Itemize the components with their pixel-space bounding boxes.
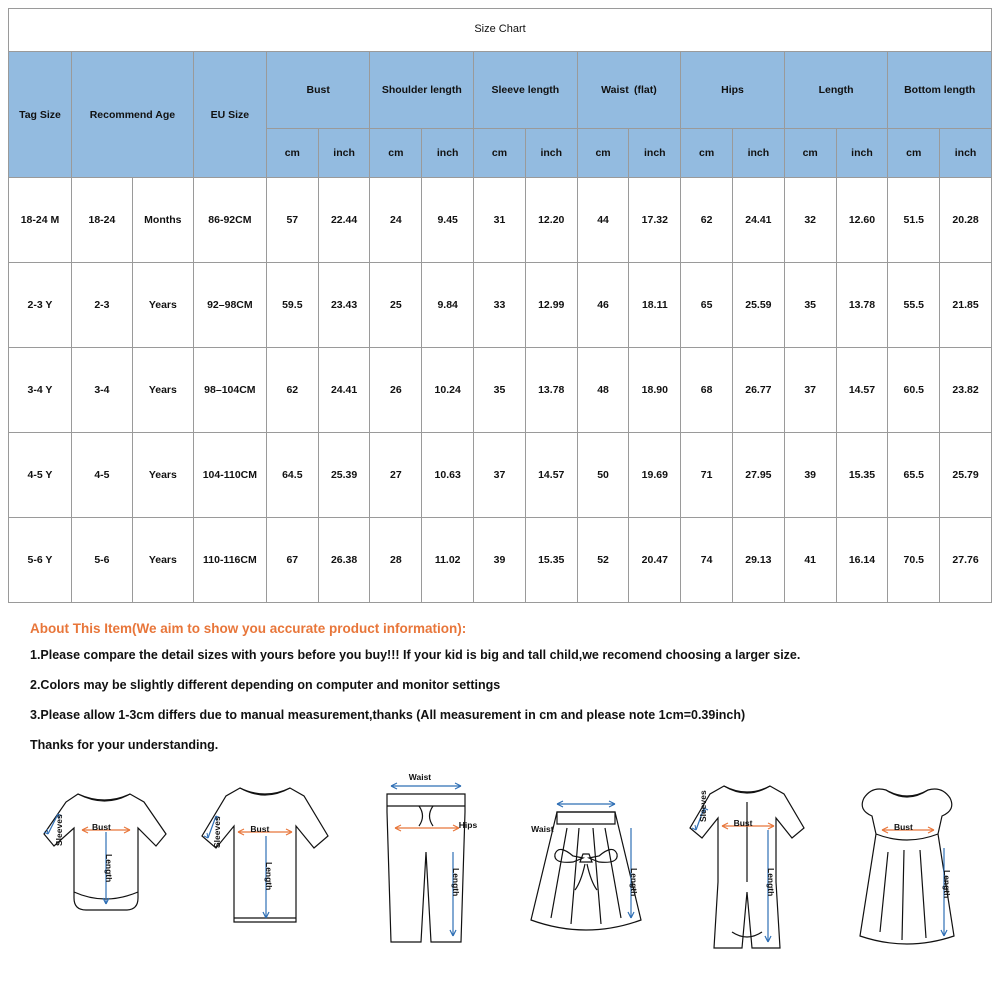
unit-cell: cm <box>474 129 526 178</box>
cell: 27.95 <box>733 433 785 518</box>
cell: 33 <box>474 263 526 348</box>
about-heading: About This Item(We aim to show you accurate product information): <box>30 621 467 636</box>
cell: 18-24 M <box>9 178 72 263</box>
cell: 29.13 <box>733 518 785 603</box>
col-shoulder-length: Shoulder length <box>370 52 474 129</box>
cell: 51.5 <box>888 178 940 263</box>
cell: 10.63 <box>422 433 474 518</box>
about-note-4: Thanks for your understanding. <box>30 738 219 753</box>
cell: 27 <box>370 433 422 518</box>
cell: 13.78 <box>836 263 888 348</box>
cell: 104-110CM <box>193 433 266 518</box>
cell: 65.5 <box>888 433 940 518</box>
unit-cell: inch <box>733 129 785 178</box>
figure-top <box>190 772 340 967</box>
label-waist: Waist <box>408 771 432 782</box>
measurement-diagrams <box>30 767 982 967</box>
cell: 35 <box>784 263 836 348</box>
cell: Years <box>132 518 193 603</box>
pants-icon <box>351 772 501 962</box>
cell: 17.32 <box>629 178 681 263</box>
cell: 110-116CM <box>193 518 266 603</box>
cell: 18.90 <box>629 348 681 433</box>
cell: 4-5 <box>71 433 132 518</box>
label-bust: Bust <box>733 817 753 828</box>
cell: 98–104CM <box>193 348 266 433</box>
cell: 37 <box>784 348 836 433</box>
cell: 74 <box>681 518 733 603</box>
cell: 71 <box>681 433 733 518</box>
cell: 27.76 <box>940 518 992 603</box>
label-bust: Bust <box>250 823 270 834</box>
cell: 23.43 <box>318 263 370 348</box>
cell: 25.79 <box>940 433 992 518</box>
cell: 12.99 <box>525 263 577 348</box>
cell: 28 <box>370 518 422 603</box>
page-title: Size Chart <box>8 8 992 51</box>
cell: 15.35 <box>525 518 577 603</box>
cell: 67 <box>266 518 318 603</box>
label-length: Length <box>104 853 114 882</box>
label-waist: Waist <box>531 823 554 834</box>
figure-skirt <box>511 772 661 967</box>
cell: 15.35 <box>836 433 888 518</box>
cell: 48 <box>577 348 629 433</box>
cell: 86-92CM <box>193 178 266 263</box>
cell: 23.82 <box>940 348 992 433</box>
cell: 64.5 <box>266 433 318 518</box>
about-note-3: 3.Please allow 1-3cm differs due to manual measurement,thanks (All measurement in cm and please note 1cm=0.39inch) <box>30 708 746 723</box>
romper-icon <box>672 772 822 962</box>
cell: 25 <box>370 263 422 348</box>
cell: 12.60 <box>836 178 888 263</box>
cell: 39 <box>784 433 836 518</box>
cell: 25.59 <box>733 263 785 348</box>
cell: 41 <box>784 518 836 603</box>
table-row <box>9 518 992 603</box>
cell: 32 <box>784 178 836 263</box>
cell: 18.11 <box>629 263 681 348</box>
unit-cell: inch <box>422 129 474 178</box>
cell: 65 <box>681 263 733 348</box>
table-header <box>9 52 992 178</box>
cell: 4-5 Y <box>9 433 72 518</box>
cell: 21.85 <box>940 263 992 348</box>
cell: 24 <box>370 178 422 263</box>
cell: 9.84 <box>422 263 474 348</box>
cell: 57 <box>266 178 318 263</box>
cell: 12.20 <box>525 178 577 263</box>
cell: 11.02 <box>422 518 474 603</box>
size-chart-table <box>8 51 992 603</box>
label-sleeves: Sleeves <box>54 813 64 846</box>
table-row <box>9 433 992 518</box>
col-length: Length <box>784 52 888 129</box>
cell: 22.44 <box>318 178 370 263</box>
figure-romper <box>672 772 822 967</box>
cell: 2-3 <box>71 263 132 348</box>
table-body <box>9 178 992 603</box>
unit-cell: cm <box>784 129 836 178</box>
cell: 92–98CM <box>193 263 266 348</box>
cell: 16.14 <box>836 518 888 603</box>
figure-bodysuit <box>30 772 180 967</box>
table-row <box>9 178 992 263</box>
about-note-1: 1.Please compare the detail sizes with yours before you buy!!! If your kid is big and tall child,we recomend choosing a larger size. <box>30 648 801 662</box>
group-header-row <box>9 52 992 129</box>
cell: 18-24 <box>71 178 132 263</box>
cell: 37 <box>474 433 526 518</box>
cell: 5-6 Y <box>9 518 72 603</box>
cell: 26 <box>370 348 422 433</box>
col-hips: Hips <box>681 52 785 129</box>
cell: 20.47 <box>629 518 681 603</box>
col-recommend-age: Recommend Age <box>71 52 193 178</box>
cell: 19.69 <box>629 433 681 518</box>
cell: 59.5 <box>266 263 318 348</box>
cell: 24.41 <box>733 178 785 263</box>
unit-cell: cm <box>577 129 629 178</box>
col-eu-size: EU Size <box>193 52 266 178</box>
col-sleeve-length: Sleeve length <box>474 52 578 129</box>
unit-cell: inch <box>629 129 681 178</box>
figure-dress <box>832 772 982 967</box>
unit-cell: cm <box>266 129 318 178</box>
cell: 44 <box>577 178 629 263</box>
col-tag-size: Tag Size <box>9 52 72 178</box>
cell: Years <box>132 263 193 348</box>
cell: 20.28 <box>940 178 992 263</box>
unit-cell: inch <box>836 129 888 178</box>
label-length: Length <box>264 861 275 890</box>
table-row <box>9 348 992 433</box>
unit-cell: inch <box>318 129 370 178</box>
cell: 55.5 <box>888 263 940 348</box>
cell: 68 <box>681 348 733 433</box>
label-length: Length <box>629 867 640 896</box>
cell: 60.5 <box>888 348 940 433</box>
unit-cell: cm <box>681 129 733 178</box>
col-waist-flat: Waist (flat) <box>577 52 681 129</box>
unit-cell: inch <box>940 129 992 178</box>
dress-icon <box>832 772 982 962</box>
cell: 5-6 <box>71 518 132 603</box>
cell: 2-3 Y <box>9 263 72 348</box>
label-hips: Hips <box>458 819 478 830</box>
cell: 62 <box>681 178 733 263</box>
cell: 26.38 <box>318 518 370 603</box>
cell: 62 <box>266 348 318 433</box>
cell: 35 <box>474 348 526 433</box>
cell: 70.5 <box>888 518 940 603</box>
cell: 3-4 Y <box>9 348 72 433</box>
unit-cell: cm <box>370 129 422 178</box>
cell: 25.39 <box>318 433 370 518</box>
cell: 52 <box>577 518 629 603</box>
cell: 31 <box>474 178 526 263</box>
label-length: Length <box>450 867 461 896</box>
col-bottom-length: Bottom length <box>888 52 992 129</box>
cell: Years <box>132 433 193 518</box>
cell: 50 <box>577 433 629 518</box>
label-bust: Bust <box>92 821 111 832</box>
skirt-icon <box>511 772 661 962</box>
label-sleeves: Sleeves <box>212 815 223 848</box>
cell: 26.77 <box>733 348 785 433</box>
label-length: Length <box>765 867 776 896</box>
cell: Years <box>132 348 193 433</box>
cell: 14.57 <box>836 348 888 433</box>
cell: 46 <box>577 263 629 348</box>
cell: 24.41 <box>318 348 370 433</box>
unit-cell: inch <box>525 129 577 178</box>
label-bust: Bust <box>893 821 913 832</box>
cell: 13.78 <box>525 348 577 433</box>
about-note-2: 2.Colors may be slightly different depending on computer and monitor settings <box>30 678 501 693</box>
label-length: Length <box>941 869 952 898</box>
label-sleeves: Sleeves <box>697 789 708 822</box>
cell: Months <box>132 178 193 263</box>
unit-cell: cm <box>888 129 940 178</box>
cell: 10.24 <box>422 348 474 433</box>
cell: 3-4 <box>71 348 132 433</box>
cell: 14.57 <box>525 433 577 518</box>
table-row <box>9 263 992 348</box>
cell: 39 <box>474 518 526 603</box>
cell: 9.45 <box>422 178 474 263</box>
col-bust: Bust <box>266 52 370 129</box>
figure-pants <box>351 772 501 967</box>
